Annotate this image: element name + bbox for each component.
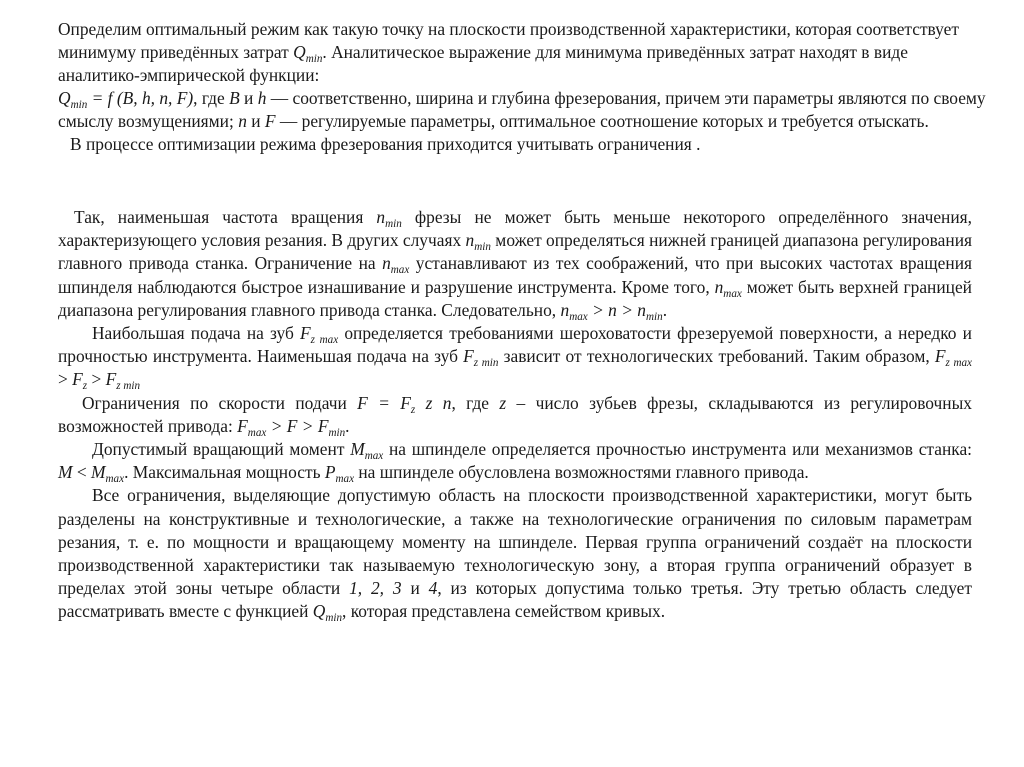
body-paragraph-1: Так, наименьшая частота вращения $n_{min}$ фрезы не может быть меньше некоторого определённого значения, характеризующего условия резания. В других случаях $n_{min}$ может определяться нижней границей диапазона регулирования главного привода станка. Ограничение на $n_{max}$ устанавливают из тех соображений, что при высоких частотах вращения шпинделя наблюдаются быстрое изнашивание и разрушение инструмента. Кроме того, $n_{max}$ может быть верхней границей диапазона регулирования главного привода станка. Следовательно, $n_{max} > n > n_{min}$. xyxy=(58,207,972,323)
body-paragraph-2: Наибольшая подача на зуб $F_{z max}$ определяется требованиями шероховатости фрезеруемой поверхности, а нередко и прочностью инструмента. Наименьшая подача на зуб $F_{z min}$ зависит от технологических требований. Таким образом, $F_{z max} > F_z > F_{z min}$ xyxy=(58,323,972,393)
body-paragraph-5: Все ограничения, выделяющие допустимую область на плоскости производственной характеристики, могут быть разделены на конструктивные и технологические, а также на технологические ограничения по силовым параметрам резания, т. е. по мощности и вращающему моменту на шпинделе. Первая группа ограничений создаёт на плоскости производственной характеристики так называемую технологическую зону, а вторая группа ограничений образует в пределах этой зоны четыре области 1, 2, 3 и 4, из которых допустима только третья. Эту третью область следует рассматривать вместе с функцией $Q_{min}$, которая представлена семейством кривых. xyxy=(58,485,972,625)
var-q: Q xyxy=(293,42,306,62)
var-q: Q xyxy=(58,88,71,108)
intro-section xyxy=(58,18,986,156)
intro-paragraph-1: Определим оптимальный режим как такую точку на плоскости производственной характеристики, которая соответствует минимуму приведённых затрат $Q_{min}$. Аналитическое выражение для минимума приведённых затрат находят в виде аналитико-эмпирической функции: xyxy=(58,19,959,85)
body-paragraph-3: Ограничения по скорости подачи $F = F_z$ z n, где z – число зубьев фрезы, складываются из регулировочных возможностей привода: $F_{max} > F > F_{min}$. xyxy=(58,392,972,439)
constraints-section xyxy=(58,206,972,624)
intro-paragraph-3: В процессе оптимизации режима фрезерования приходится учитывать ограничения . xyxy=(70,134,701,154)
formula-qmin: = f (B, h, n, F) xyxy=(87,88,194,108)
intro-paragraph-2: $Q_{min} = f$ (B, h, n, F), где B и h — соответственно, ширина и глубина фрезерования, причем эти параметры являются по своему смыслу возмущениями; n и F — регулируемые параметры, оптимальное соотношение которых и требуется отыскать. xyxy=(58,88,986,131)
body-paragraph-4: Допустимый вращающий момент $M_{max}$ на шпинделе определяется прочностью инструмента или механизмов станка: $M < M_{max}$. Максимальная мощность $P_{max}$ на шпинделе обусловлена возможностями главного привода. xyxy=(58,439,972,486)
